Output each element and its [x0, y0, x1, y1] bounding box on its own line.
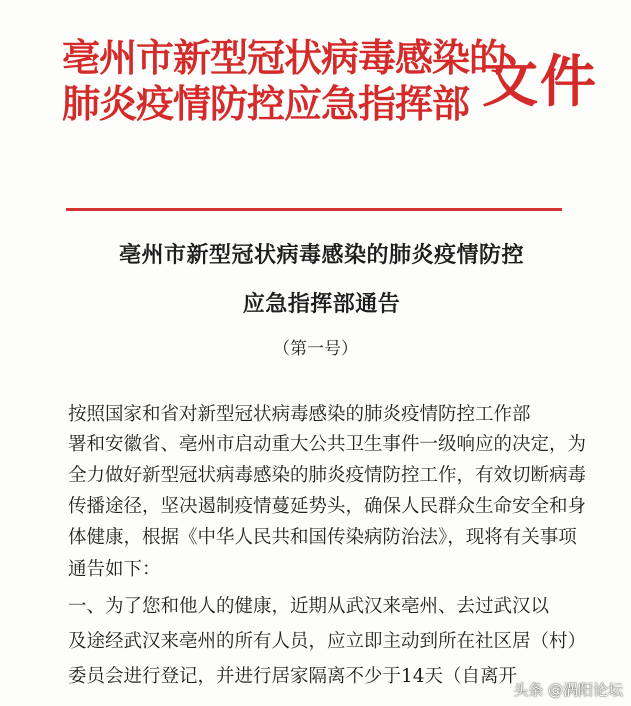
body-line: 及途经武汉来亳州的所有人员，应立即主动到所在社区居（村） — [68, 631, 587, 652]
document-header — [62, 35, 598, 136]
body-line: 一、为了您和他人的健康，近期从武汉来亳州、去过武汉以 — [68, 596, 550, 617]
notice-number: （第一号） — [273, 339, 358, 359]
body-line: 体健康，根据《中华人民共和国传染病防治法》，现将有关事项 — [68, 527, 577, 548]
body-line: 通告如下： — [68, 559, 161, 580]
watermark-text: 头条 @涡阳论坛 — [513, 681, 623, 699]
document-type-label: 文件 — [482, 49, 598, 115]
issuing-authority-line-1: 亳州市新型冠状病毒感染的 — [62, 35, 507, 80]
notice-title-line-2: 应急指挥部通告 — [242, 291, 401, 317]
body-line: 委员会进行登记，并进行居家隔离不少于14天（自离开 — [68, 666, 518, 687]
notice-title-line-1: 亳州市新型冠状病毒感染的肺炎疫情防控 — [118, 242, 524, 268]
source-watermark — [513, 679, 623, 700]
issuing-authority-line-2: 肺炎疫情防控应急指挥部 — [62, 81, 470, 126]
body-line: 全力做好新型冠状病毒感染的肺炎疫情防控工作，有效切断病毒 — [68, 465, 587, 486]
body-line: 按照国家和省对新型冠状病毒感染的肺炎疫情防控工作部 — [68, 404, 531, 425]
red-divider-rule — [66, 208, 562, 211]
body-line: 署和安徽省、亳州市启动重大公共卫生事件一级响应的决定，为 — [68, 434, 587, 455]
body-line: 传播途径，坚决遏制疫情蔓延势头，确保人民群众生命安全和身 — [68, 496, 587, 517]
